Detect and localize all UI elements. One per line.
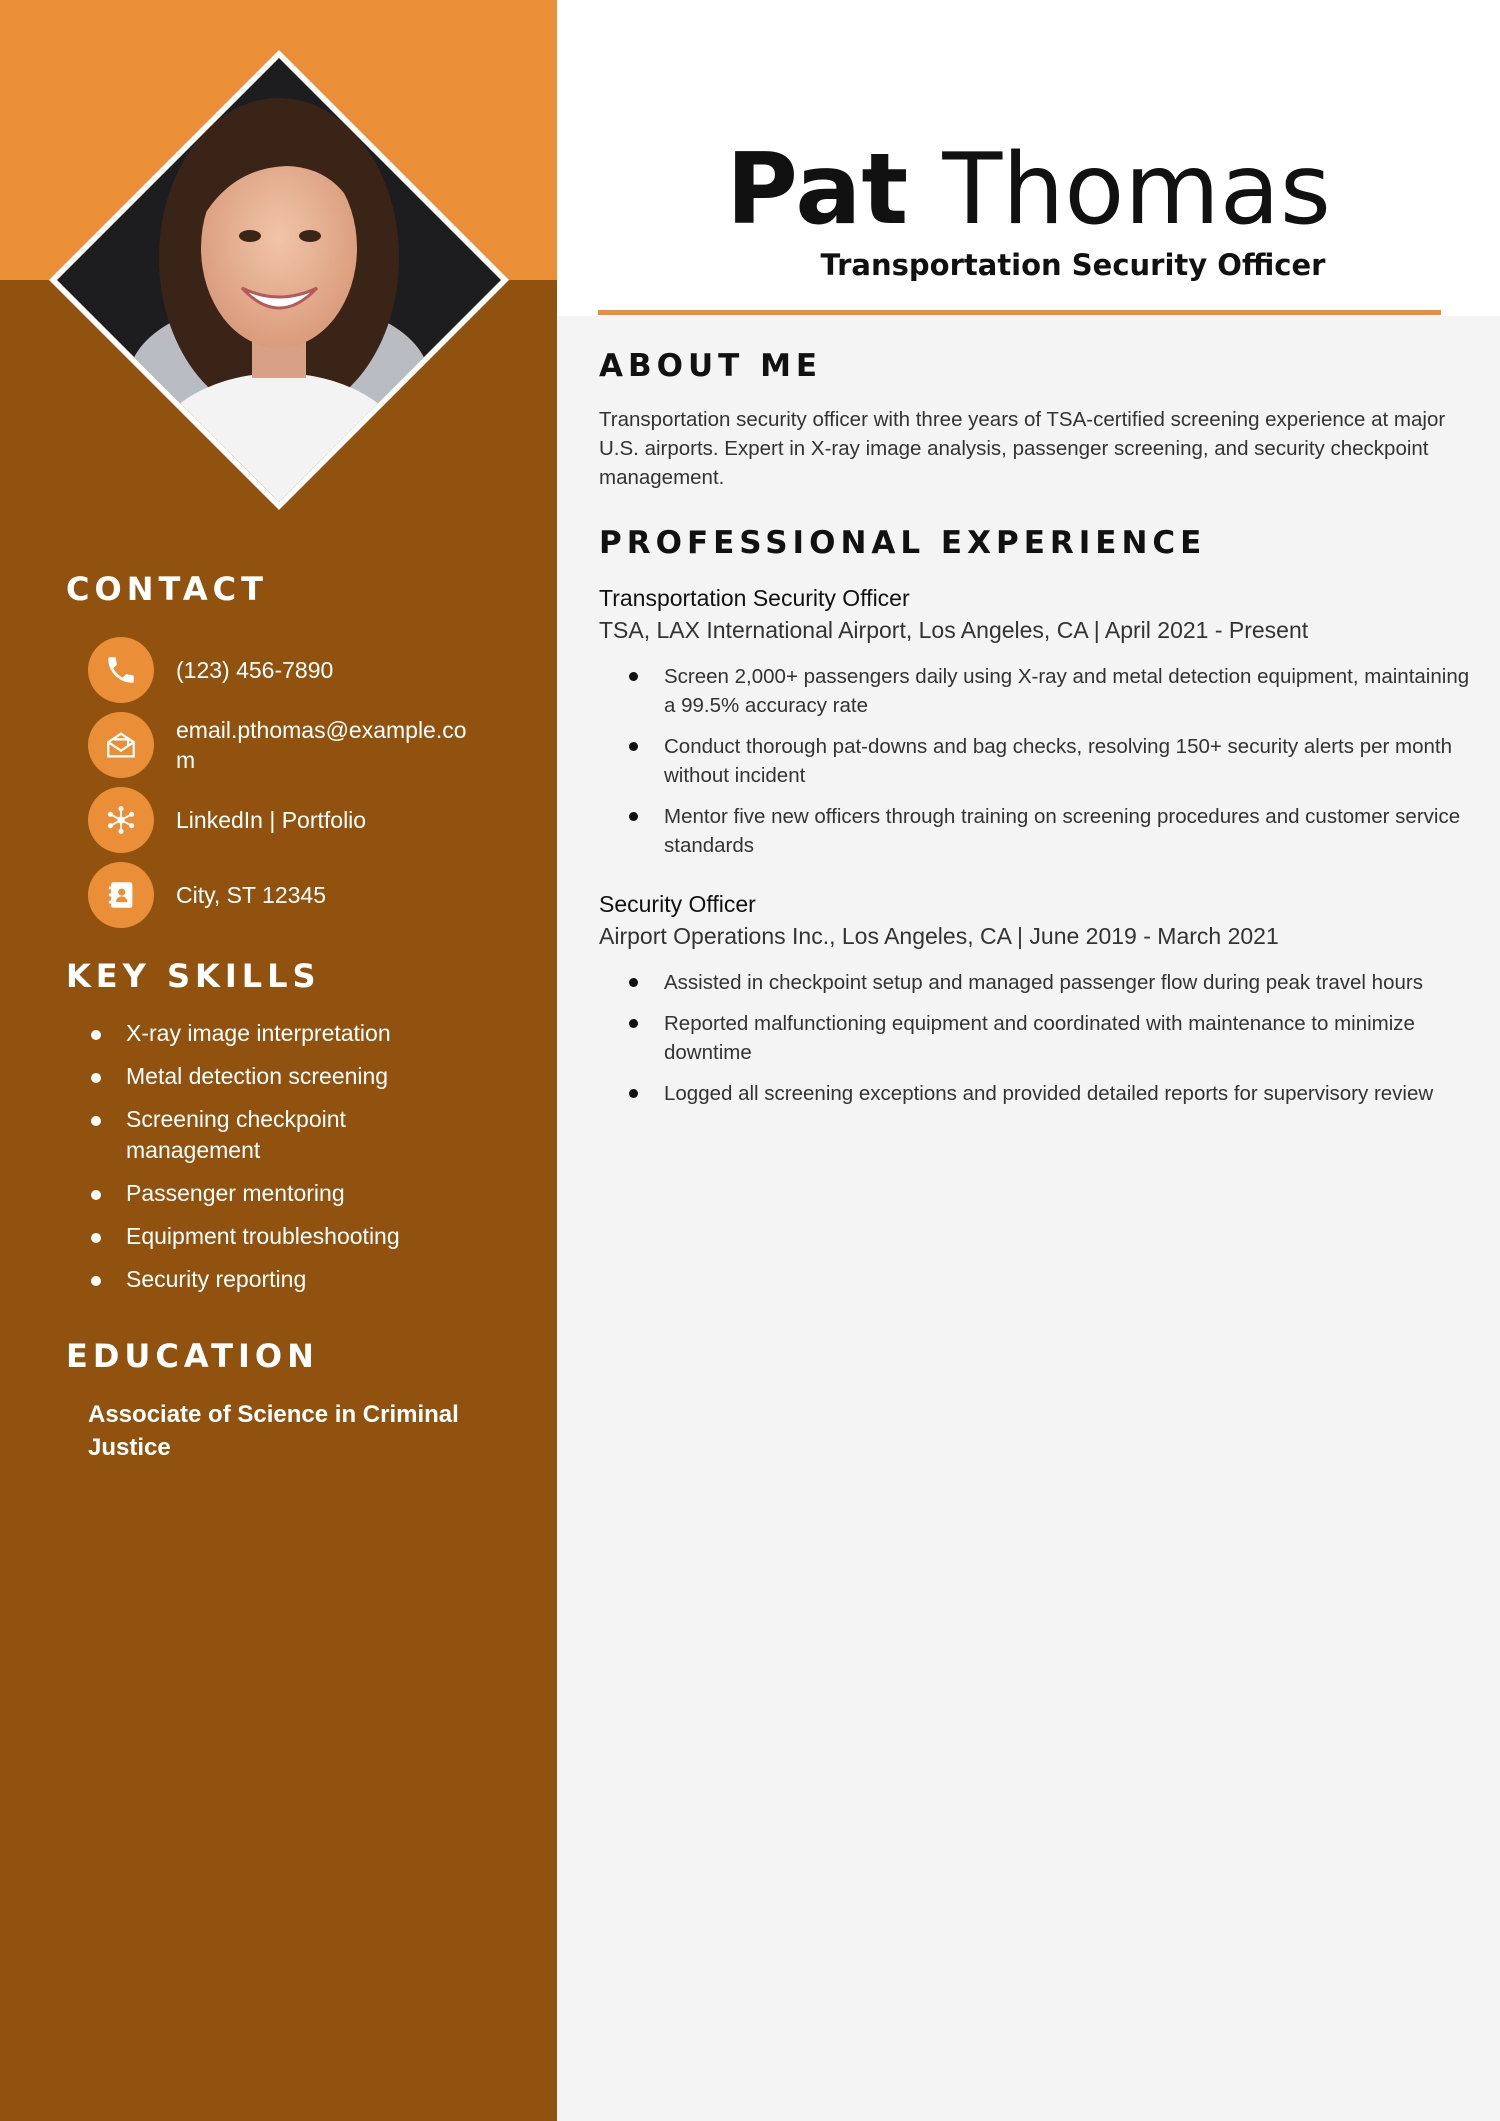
- experience-heading: PROFESSIONAL EXPERIENCE: [599, 525, 1207, 561]
- contact-links-text[interactable]: LinkedIn | Portfolio: [176, 806, 367, 833]
- contact-phone-text[interactable]: (123) 456-7890: [176, 656, 334, 683]
- education-degree: Associate of Science in Criminal Justice: [88, 1401, 459, 1461]
- contact-address-text: City, ST 12345: [176, 881, 327, 908]
- job-bullet: Reported malfunctioning equipment and coordinated with maintenance to minimize downtime: [599, 1009, 1479, 1067]
- phone-icon: [88, 637, 154, 703]
- job-bullets: [599, 662, 1479, 860]
- job-role: Transportation Security Officer: [599, 585, 910, 611]
- job-bullets: [599, 968, 1479, 1108]
- job-bullet: Assisted in checkpoint setup and managed passenger flow during peak travel hours: [599, 968, 1479, 997]
- education-heading: EDUCATION: [66, 1337, 319, 1375]
- contact-email-text[interactable]: email.pthomas@example.com: [176, 716, 467, 773]
- job-bullet: Mentor five new officers through training on screening procedures and customer service standards: [599, 802, 1479, 860]
- candidate-name: [557, 130, 1500, 250]
- skills-heading: KEY SKILLS: [66, 957, 321, 995]
- job-entry: [599, 582, 1479, 872]
- email-icon: [88, 712, 154, 778]
- skill-item: Equipment troubleshooting: [88, 1221, 508, 1252]
- candidate-title: Transportation Security Officer: [820, 248, 1326, 282]
- about-heading: ABOUT ME: [599, 348, 823, 384]
- job-company: TSA, LAX International Airport, Los Angeles, CA | April 2021 - Present: [599, 617, 1309, 643]
- job-role: Security Officer: [599, 891, 756, 917]
- first-name: Pat: [726, 133, 909, 247]
- skill-item: X-ray image interpretation: [88, 1018, 508, 1049]
- skill-item: Metal detection screening: [88, 1061, 508, 1092]
- profile-photo: [47, 48, 511, 512]
- job-bullet: Logged all screening exceptions and provided detailed reports for supervisory review: [599, 1079, 1479, 1108]
- skills-list: [88, 1018, 508, 1307]
- contact-phone: [88, 632, 508, 707]
- job-bullet: Screen 2,000+ passengers daily using X-ray and metal detection equipment, maintaining a 99.5% accuracy rate: [599, 662, 1479, 720]
- about-text: Transportation security officer with three years of TSA-certified screening experience at major U.S. airports. Expert in X-ray image analysis, passenger screening, and security checkpoint management.: [599, 408, 1446, 489]
- contact-email: [88, 707, 508, 782]
- contact-links: [88, 782, 508, 857]
- job-company: Airport Operations Inc., Los Angeles, CA | June 2019 - March 2021: [599, 923, 1279, 949]
- contact-address: [88, 857, 508, 932]
- title-divider: [598, 310, 1441, 315]
- skill-item: Security reporting: [88, 1264, 508, 1295]
- contact-heading: CONTACT: [66, 570, 268, 608]
- network-icon: [88, 787, 154, 853]
- address-book-icon: [88, 862, 154, 928]
- contact-list: [88, 632, 508, 932]
- skill-item: Passenger mentoring: [88, 1178, 508, 1209]
- last-name: Thomas: [942, 133, 1331, 247]
- job-entry: [599, 888, 1479, 1120]
- job-bullet: Conduct thorough pat-downs and bag checks, resolving 150+ security alerts per month without incident: [599, 732, 1479, 790]
- skill-item: Screening checkpoint management: [88, 1104, 386, 1166]
